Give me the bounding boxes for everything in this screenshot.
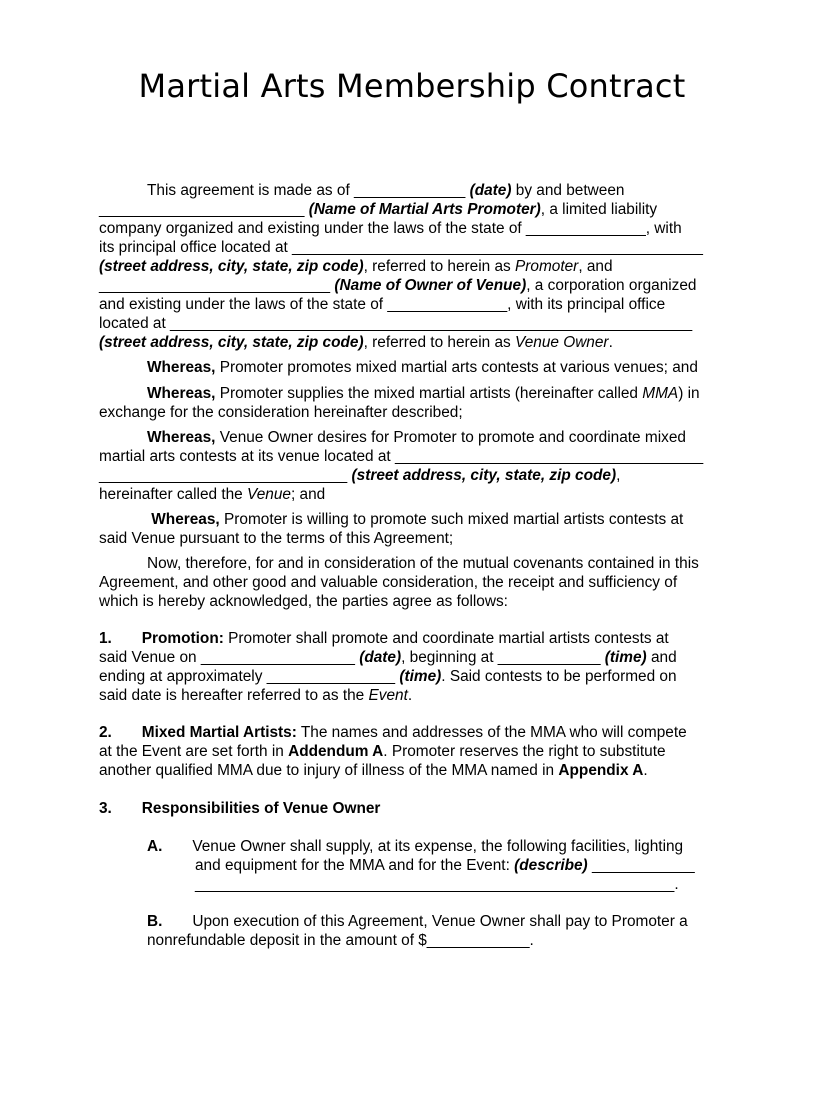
line-text: Promotion:: [141, 630, 224, 647]
contract-line: [99, 485, 325, 504]
line-text: (describe): [514, 857, 588, 874]
line-text: which is hereby acknowledged, the parties agree as follows:: [99, 593, 508, 610]
line-text: _____________________________: [99, 467, 352, 484]
line-text: , a corporation organized: [526, 277, 697, 294]
contract-line: [99, 447, 703, 466]
line-text: 3.: [99, 800, 142, 817]
line-text: [334, 277, 526, 294]
line-text: martial arts contests at its venue located at ____________________________________: [99, 448, 704, 465]
line-text: said Venue pursuant to the terms of this Agreement;: [99, 530, 454, 547]
line-text: (time): [604, 649, 647, 666]
line-text: , referred to herein as: [363, 334, 516, 351]
line-text: Promoter: [515, 258, 579, 275]
line-text: The names and addresses of the MMA who will compete: [296, 724, 687, 741]
line-text: [470, 182, 512, 199]
line-text: Now, therefore, for and in consideration of the mutual covenants contained in this: [147, 555, 699, 572]
line-text: (street address, city, state, zip code): [351, 467, 617, 484]
contract-line: [147, 837, 683, 856]
contract-line: [99, 592, 508, 611]
contract-line: [147, 931, 534, 950]
line-text: [399, 668, 441, 685]
line-text: Upon execution of this Agreement, Venue Owner shall pay to Promoter a: [192, 913, 688, 930]
line-text: [352, 467, 617, 484]
contract-line: [147, 510, 683, 529]
line-text: Responsibilities of Venue Owner: [141, 800, 381, 817]
contract-line: [99, 648, 677, 667]
contract-line: [195, 875, 679, 894]
line-text: Appendix A: [558, 762, 644, 779]
line-text: nonrefundable deposit in the amount of $____________.: [147, 932, 534, 949]
line-text: , beginning at ____________: [401, 649, 605, 666]
line-text: B.: [147, 913, 193, 930]
line-text: and existing under the laws of the state of ______________, with its principal office: [99, 296, 666, 313]
line-text: Addendum A: [288, 743, 384, 760]
contract-line: [99, 403, 463, 422]
line-text: MMA: [642, 385, 679, 402]
contract-line: [99, 466, 620, 485]
line-text: [605, 649, 647, 666]
contract-line: [147, 554, 699, 573]
line-text: (street address, city, state, zip code): [99, 334, 364, 351]
contract-line: [195, 856, 695, 875]
line-text: (date): [359, 649, 402, 666]
line-text: Whereas,: [147, 359, 216, 376]
line-text: Whereas,: [147, 385, 216, 402]
contract-line: [99, 667, 677, 686]
line-text: [99, 334, 364, 351]
contract-line: [99, 314, 692, 333]
contract-line: [147, 181, 624, 200]
line-text: [359, 649, 401, 666]
line-text: (time): [399, 668, 442, 685]
line-text: located at _____________________________________________________________: [99, 315, 693, 332]
contract-line: [147, 358, 698, 377]
line-text: Promoter is willing to promote such mixed martial artists contests at: [219, 511, 684, 528]
line-text: (Name of Martial Arts Promoter): [308, 201, 541, 218]
contract-line: [99, 276, 697, 295]
line-text: ___________________________: [99, 277, 335, 294]
contract-line: [147, 384, 700, 403]
line-text: Venue Owner shall supply, at its expense, the following facilities, lighting: [192, 838, 684, 855]
line-text: [309, 201, 541, 218]
line-text: hereinafter called the: [99, 486, 248, 503]
line-text: , and: [578, 258, 613, 275]
line-text: Promoter shall promote and coordinate martial artists contests at: [223, 630, 669, 647]
line-text: [99, 258, 364, 275]
line-text: and: [646, 649, 677, 666]
line-text: 2.: [99, 724, 142, 741]
contract-line: [99, 742, 666, 761]
line-text: at the Event are set forth in: [99, 743, 289, 760]
line-text: This agreement is made as of _____________: [147, 182, 470, 199]
line-text: said date is hereafter referred to as the: [99, 687, 369, 704]
line-text: ; and: [290, 486, 326, 503]
line-text: .: [643, 762, 648, 779]
line-text: , referred to herein as: [363, 258, 516, 275]
line-text: .: [608, 334, 613, 351]
line-text: Venue Owner: [515, 334, 609, 351]
contract-line: [147, 912, 688, 931]
contract-line: [99, 200, 657, 219]
line-text: company organized and existing under the laws of the state of ______________, with: [99, 220, 682, 237]
line-text: (Name of Owner of Venue): [334, 277, 527, 294]
line-text: exchange for the consideration hereinafter described;: [99, 404, 463, 421]
line-text: .: [407, 687, 413, 704]
line-text: Whereas,: [147, 429, 216, 446]
contract-line: [99, 219, 682, 238]
contract-line: [99, 761, 648, 780]
line-text: [514, 857, 588, 874]
line-text: Promoter supplies the mixed martial artists (hereinafter called: [215, 385, 643, 402]
contract-line: [99, 686, 412, 705]
contract-line: [99, 333, 613, 352]
line-text: ________________________________________________________.: [195, 876, 679, 893]
line-text: Agreement, and other good and valuable consideration, the receipt and sufficiency of: [99, 574, 678, 591]
contract-line: [99, 295, 665, 314]
line-text: said Venue on __________________: [99, 649, 360, 666]
contract-line: [99, 257, 613, 276]
line-text: Promoter promotes mixed martial arts contests at various venues; and: [215, 359, 698, 376]
line-text: ,: [616, 467, 621, 484]
line-text: A.: [147, 838, 193, 855]
line-text: and equipment for the MMA and for the Event:: [195, 857, 515, 874]
line-text: 1.: [99, 630, 142, 647]
line-text: . Promoter reserves the right to substitute: [383, 743, 666, 760]
contract-line: [99, 799, 380, 818]
line-text: . Said contests to be performed on: [441, 668, 677, 685]
line-text: , a limited liability: [540, 201, 658, 218]
contract-line: [99, 573, 677, 592]
line-text: ____________: [587, 857, 695, 874]
line-text: its principal office located at ________________________________________________: [99, 239, 703, 256]
line-text: ending at approximately _______________: [99, 668, 400, 685]
contract-line: [99, 529, 453, 548]
line-text: Venue Owner desires for Promoter to promote and coordinate mixed: [215, 429, 686, 446]
line-text: by and between: [511, 182, 625, 199]
document-title: Martial Arts Membership Contract: [138, 67, 686, 105]
contract-line: [99, 723, 687, 742]
contract-line: [147, 428, 686, 447]
line-text: ) in: [678, 385, 700, 402]
line-text: Whereas,: [147, 511, 220, 528]
line-text: (street address, city, state, zip code): [99, 258, 364, 275]
line-text: (date): [469, 182, 512, 199]
contract-line: [99, 238, 703, 257]
contract-line: [99, 629, 669, 648]
line-text: Event: [368, 687, 408, 704]
line-text: Venue: [247, 486, 291, 503]
line-text: Mixed Martial Artists:: [141, 724, 297, 741]
line-text: ________________________: [99, 201, 309, 218]
line-text: another qualified MMA due to injury of illness of the MMA named in: [99, 762, 559, 779]
